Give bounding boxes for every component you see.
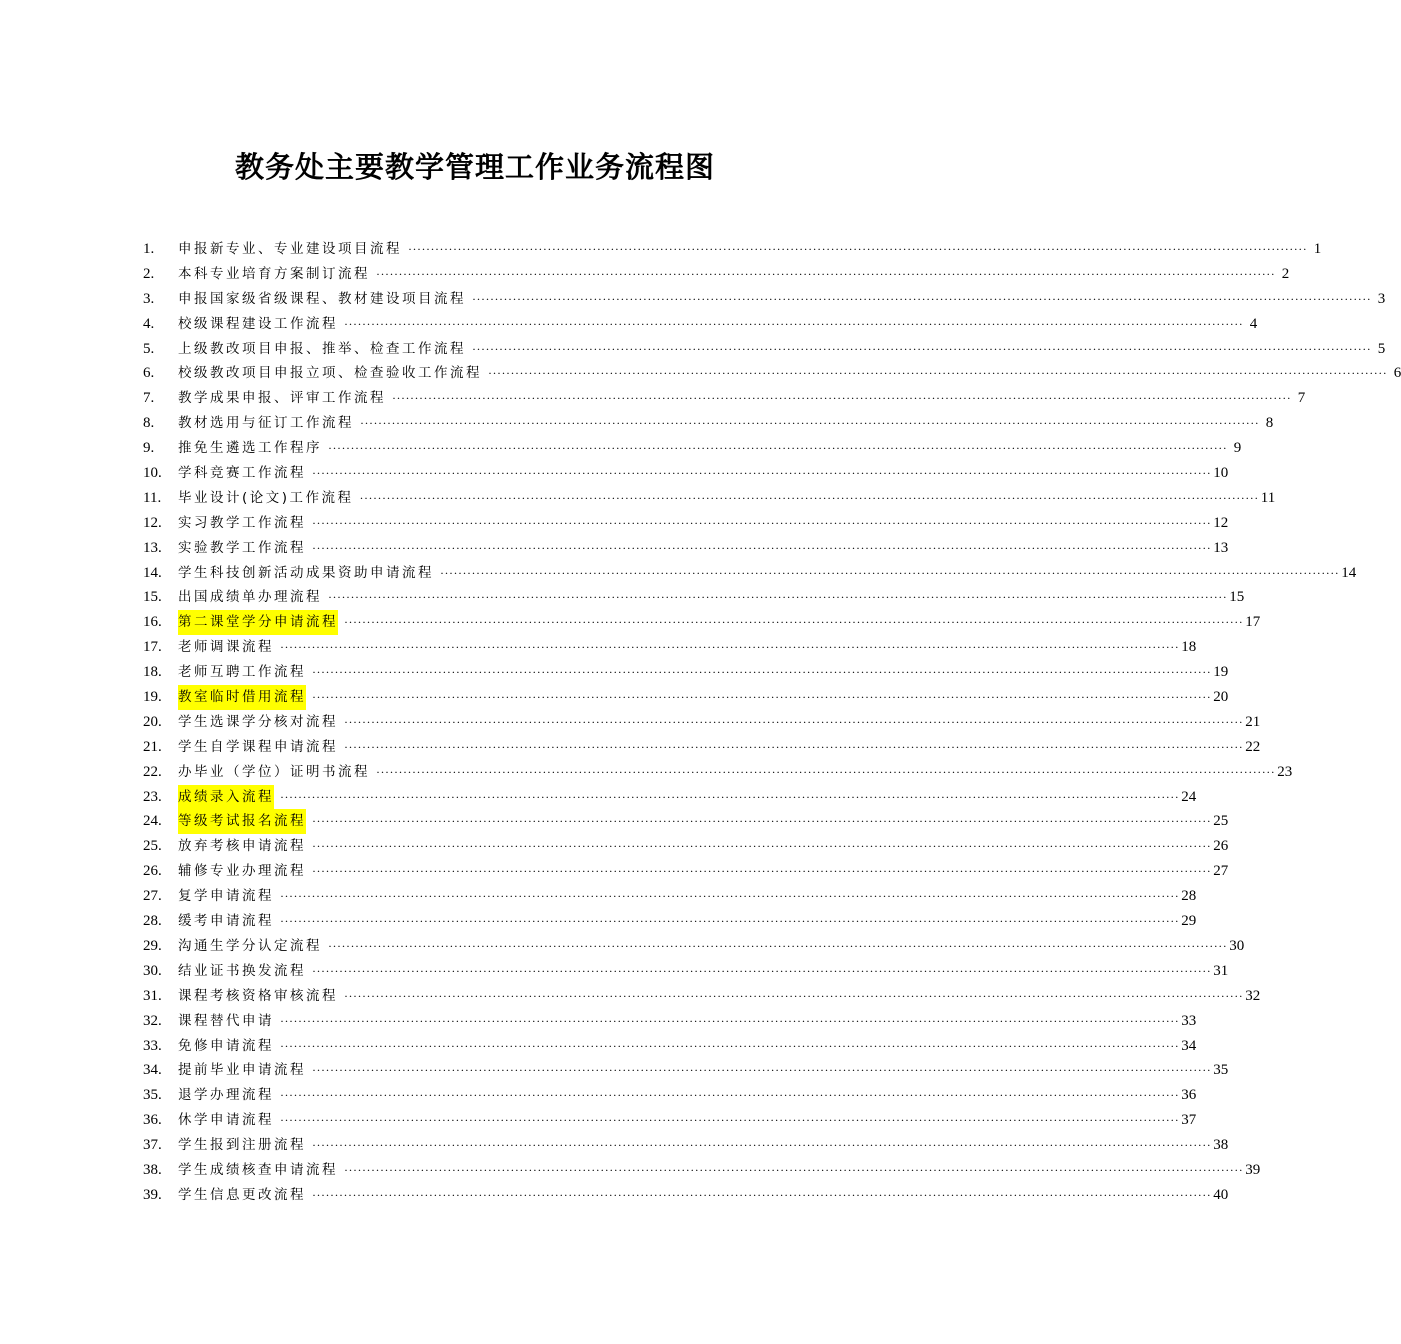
toc-entry-number: 37. xyxy=(143,1137,162,1154)
toc-dot-leader: ········································································································································································································ xyxy=(280,1088,1180,1103)
toc-entry-page-number: 15 xyxy=(1229,589,1245,606)
toc-entry-page-number: 39 xyxy=(1245,1161,1261,1178)
toc-entry[interactable] xyxy=(143,1158,1261,1183)
toc-entry[interactable] xyxy=(143,1034,1197,1059)
toc-entry-label[interactable]: 学生科技创新活动成果资助申请流程 xyxy=(178,564,434,581)
toc-entry[interactable] xyxy=(143,1083,1197,1108)
toc-dot-leader: ········································································································································································································ xyxy=(280,1038,1180,1053)
toc-entry-number: 1. xyxy=(143,241,155,257)
toc-dot-leader: ········································································································································································································ xyxy=(312,515,1212,530)
toc-entry-page-number: 8 xyxy=(1265,415,1274,432)
toc-entry-label[interactable]: 校级教改项目申报立项、检查验收工作流程 xyxy=(178,365,482,382)
toc-dot-leader: ········································································································································································································ xyxy=(488,366,1388,381)
toc-dot-leader: ········································································································································································································ xyxy=(312,839,1212,854)
toc-entry[interactable] xyxy=(143,561,1357,586)
toc-entry-number: 28. xyxy=(143,913,162,930)
toc-entry-page-number: 24 xyxy=(1181,788,1197,805)
toc-dot-leader: ········································································································································································································ xyxy=(280,640,1180,655)
toc-entry-label[interactable]: 免修申请流程 xyxy=(178,1037,274,1054)
table-of-contents xyxy=(143,237,1401,1208)
toc-entry-number: 8. xyxy=(143,415,155,432)
toc-entry-page-number: 38 xyxy=(1213,1137,1229,1154)
toc-entry-label[interactable]: 校级课程建设工作流程 xyxy=(178,315,338,332)
toc-entry-number: 26. xyxy=(143,863,162,880)
toc-entry-label[interactable]: 本科专业培育方案制订流程 xyxy=(178,265,370,282)
toc-entry[interactable] xyxy=(143,386,1306,411)
toc-dot-leader: ········································································································································································································ xyxy=(376,764,1276,779)
toc-dot-leader: ········································································································································································································ xyxy=(280,1013,1180,1028)
toc-entry-label[interactable]: 提前毕业申请流程 xyxy=(178,1062,306,1079)
toc-entry-label[interactable]: 申报新专业、专业建设项目流程 xyxy=(178,241,402,257)
toc-entry-page-number: 26 xyxy=(1213,838,1229,855)
toc-dot-leader: ········································································································································································································ xyxy=(312,466,1212,481)
toc-entry-number: 22. xyxy=(143,763,162,780)
toc-entry[interactable] xyxy=(143,262,1290,287)
toc-entry-number: 36. xyxy=(143,1112,162,1129)
toc-entry-label[interactable]: 学生信息更改流程 xyxy=(178,1186,306,1203)
toc-entry-label[interactable]: 课程替代申请 xyxy=(178,1012,274,1029)
toc-entry-number: 7. xyxy=(143,390,155,407)
toc-entry[interactable] xyxy=(143,361,1401,386)
toc-dot-leader: ········································································································································································································ xyxy=(312,1187,1212,1202)
toc-entry-page-number: 12 xyxy=(1213,514,1229,531)
toc-dot-leader: ········································································································································································································ xyxy=(344,739,1244,754)
toc-entry-page-number: 35 xyxy=(1213,1062,1229,1079)
toc-entry-number: 6. xyxy=(143,365,155,382)
toc-entry-label[interactable]: 学生选课学分核对流程 xyxy=(178,713,338,730)
toc-dot-leader: ········································································································································································································ xyxy=(280,1113,1180,1128)
toc-dot-leader: ········································································································································································································ xyxy=(312,864,1212,879)
toc-entry-number: 33. xyxy=(143,1037,162,1054)
toc-dot-leader: ········································································································································································································ xyxy=(472,291,1372,306)
toc-entry-label[interactable]: 放弃考核申请流程 xyxy=(178,838,306,855)
toc-entry-label[interactable]: 休学申请流程 xyxy=(178,1112,274,1129)
toc-entry-number: 9. xyxy=(143,440,155,457)
toc-dot-leader: ········································································································································································································ xyxy=(360,416,1260,431)
toc-entry-page-number: 17 xyxy=(1245,614,1261,631)
toc-entry-label[interactable]: 推免生遴选工作程序 xyxy=(178,440,322,457)
toc-entry-label[interactable]: 辅修专业办理流程 xyxy=(178,863,306,880)
toc-dot-leader: ········································································································································································································ xyxy=(312,665,1212,680)
toc-entry-number: 31. xyxy=(143,987,162,1004)
toc-entry-number: 38. xyxy=(143,1161,162,1178)
toc-entry-page-number: 10 xyxy=(1213,465,1229,482)
toc-entry-label[interactable]: 退学办理流程 xyxy=(178,1087,274,1104)
toc-entry[interactable] xyxy=(143,312,1258,337)
page-title: 教务处主要教学管理工作业务流程图 xyxy=(234,150,715,185)
toc-entry-number: 24. xyxy=(143,813,162,830)
toc-entry-page-number: 13 xyxy=(1213,539,1229,556)
toc-entry-page-number: 34 xyxy=(1181,1037,1197,1054)
toc-entry-label[interactable]: 学生自学课程申请流程 xyxy=(178,738,338,755)
toc-entry-page-number: 36 xyxy=(1181,1087,1197,1104)
toc-entry-number: 17. xyxy=(143,639,162,656)
toc-entry-page-number: 5 xyxy=(1377,340,1386,357)
toc-entry-number: 14. xyxy=(143,564,162,581)
toc-entry-page-number: 3 xyxy=(1377,290,1386,307)
toc-entry[interactable] xyxy=(143,585,1245,610)
toc-entry-label[interactable]: 老师互聘工作流程 xyxy=(178,664,306,681)
toc-dot-leader: ········································································································································································································ xyxy=(408,242,1308,256)
toc-entry-page-number: 28 xyxy=(1181,888,1197,905)
toc-entry-number: 18. xyxy=(143,664,162,681)
toc-entry-label-highlighted[interactable]: 第二课堂学分申请流程 xyxy=(178,610,338,635)
toc-entry-number: 12. xyxy=(143,514,162,531)
toc-entry-page-number: 37 xyxy=(1181,1112,1197,1129)
toc-dot-leader: ········································································································································································································ xyxy=(312,963,1212,978)
toc-entry-label[interactable]: 学生成绩核查申请流程 xyxy=(178,1161,338,1178)
toc-entry-page-number: 7 xyxy=(1297,390,1306,407)
toc-entry[interactable] xyxy=(143,1183,1229,1208)
toc-entry-label-highlighted[interactable]: 等级考试报名流程 xyxy=(178,809,306,834)
toc-dot-leader: ········································································································································································································ xyxy=(312,690,1212,705)
toc-entry[interactable] xyxy=(143,934,1245,959)
toc-entry-page-number: 33 xyxy=(1181,1012,1197,1029)
toc-entry-number: 29. xyxy=(143,937,162,954)
toc-dot-leader: ········································································································································································································ xyxy=(280,889,1180,904)
toc-dot-leader: ········································································································································································································ xyxy=(376,266,1276,281)
toc-entry-number: 35. xyxy=(143,1087,162,1104)
toc-entry-page-number: 29 xyxy=(1181,913,1197,930)
toc-entry-number: 11. xyxy=(143,489,162,506)
toc-entry-page-number: 1 xyxy=(1313,241,1322,257)
toc-entry-number: 20. xyxy=(143,713,162,730)
toc-entry-label[interactable]: 教学成果申报、评审工作流程 xyxy=(178,390,386,407)
toc-dot-leader: ········································································································································································································ xyxy=(344,316,1244,331)
toc-entry[interactable] xyxy=(143,710,1261,735)
toc-entry-number: 16. xyxy=(143,614,162,631)
toc-entry[interactable] xyxy=(143,909,1197,934)
toc-entry-number: 23. xyxy=(143,788,162,805)
toc-entry-number: 19. xyxy=(143,689,162,706)
toc-entry[interactable] xyxy=(143,536,1229,561)
toc-dot-leader: ········································································································································································································ xyxy=(392,391,1292,406)
toc-entry-page-number: 6 xyxy=(1393,365,1401,382)
toc-entry-page-number: 40 xyxy=(1213,1186,1229,1203)
toc-dot-leader: ········································································································································································································ xyxy=(344,615,1244,630)
toc-entry-number: 2. xyxy=(143,265,155,282)
toc-entry-page-number: 30 xyxy=(1229,937,1245,954)
toc-entry-page-number: 18 xyxy=(1181,639,1197,656)
toc-entry[interactable] xyxy=(143,337,1386,362)
toc-entry-number: 30. xyxy=(143,962,162,979)
toc-entry-label-highlighted[interactable]: 教室临时借用流程 xyxy=(178,685,306,710)
toc-entry[interactable] xyxy=(143,511,1229,536)
toc-entry-page-number: 25 xyxy=(1213,813,1229,830)
toc-dot-leader: ········································································································································································································ xyxy=(440,565,1340,580)
toc-dot-leader: ········································································································································································································ xyxy=(312,1063,1212,1078)
toc-entry-label[interactable]: 沟通生学分认定流程 xyxy=(178,937,322,954)
toc-dot-leader: ········································································································································································································ xyxy=(328,938,1228,953)
toc-entry-number: 10. xyxy=(143,465,162,482)
toc-entry-label[interactable]: 办毕业（学位）证明书流程 xyxy=(178,763,370,780)
toc-entry-label[interactable]: 老师调课流程 xyxy=(178,639,274,656)
toc-entry-page-number: 19 xyxy=(1213,664,1229,681)
toc-dot-leader: ········································································································································································································ xyxy=(280,789,1180,804)
toc-entry-page-number: 21 xyxy=(1245,713,1261,730)
toc-entry[interactable] xyxy=(143,735,1261,760)
toc-dot-leader: ········································································································································································································ xyxy=(312,814,1212,829)
toc-entry-label[interactable]: 毕业设计(论文)工作流程 xyxy=(178,489,354,506)
toc-dot-leader: ········································································································································································································ xyxy=(359,490,1259,505)
toc-entry-number: 25. xyxy=(143,838,162,855)
toc-entry[interactable] xyxy=(143,1133,1229,1158)
toc-entry-number: 32. xyxy=(143,1012,162,1029)
toc-dot-leader: ········································································································································································································ xyxy=(312,540,1212,555)
toc-entry[interactable] xyxy=(143,984,1261,1009)
toc-entry-number: 21. xyxy=(143,738,162,755)
toc-entry-number: 5. xyxy=(143,340,155,357)
toc-entry-number: 27. xyxy=(143,888,162,905)
toc-entry[interactable] xyxy=(143,785,1197,810)
toc-entry[interactable] xyxy=(143,660,1229,685)
toc-dot-leader: ········································································································································································································ xyxy=(344,988,1244,1003)
toc-entry[interactable] xyxy=(143,859,1229,884)
toc-entry[interactable] xyxy=(143,461,1229,486)
toc-dot-leader: ········································································································································································································ xyxy=(328,441,1228,456)
toc-entry-page-number: 20 xyxy=(1213,689,1229,706)
toc-entry[interactable] xyxy=(143,1058,1229,1083)
toc-entry-page-number: 11 xyxy=(1260,489,1276,506)
toc-dot-leader: ········································································································································································································ xyxy=(328,590,1228,605)
toc-entry[interactable] xyxy=(143,760,1293,785)
toc-dot-leader: ········································································································································································································ xyxy=(344,1162,1244,1177)
toc-entry-label-highlighted[interactable]: 成绩录入流程 xyxy=(178,785,274,810)
toc-entry[interactable] xyxy=(143,436,1242,461)
toc-entry-label[interactable]: 实习教学工作流程 xyxy=(178,514,306,531)
toc-entry[interactable] xyxy=(143,1108,1197,1133)
toc-entry-label[interactable]: 复学申请流程 xyxy=(178,888,274,905)
toc-entry-number: 4. xyxy=(143,315,155,332)
toc-entry[interactable] xyxy=(143,685,1229,710)
toc-entry[interactable] xyxy=(143,610,1261,635)
toc-entry-label[interactable]: 学科竞赛工作流程 xyxy=(178,465,306,482)
toc-entry-label[interactable]: 出国成绩单办理流程 xyxy=(178,589,322,606)
toc-entry-page-number: 27 xyxy=(1213,863,1229,880)
toc-entry[interactable] xyxy=(143,411,1274,436)
toc-dot-leader: ········································································································································································································ xyxy=(312,1138,1212,1153)
toc-entry-number: 13. xyxy=(143,539,162,556)
toc-entry[interactable] xyxy=(143,809,1229,834)
toc-entry[interactable] xyxy=(143,884,1197,909)
toc-entry-page-number: 22 xyxy=(1245,738,1261,755)
toc-entry-label[interactable]: 申报国家级省级课程、教材建设项目流程 xyxy=(178,290,466,307)
toc-dot-leader: ········································································································································································································ xyxy=(472,341,1372,356)
toc-entry-number: 34. xyxy=(143,1062,162,1079)
toc-entry-label[interactable]: 结业证书换发流程 xyxy=(178,962,306,979)
toc-entry-label[interactable]: 课程考核资格审核流程 xyxy=(178,987,338,1004)
toc-entry[interactable] xyxy=(143,486,1276,511)
toc-entry[interactable] xyxy=(143,635,1197,660)
toc-entry[interactable] xyxy=(143,959,1229,984)
toc-entry-page-number: 32 xyxy=(1245,987,1261,1004)
toc-entry-page-number: 2 xyxy=(1281,265,1290,282)
toc-entry-label[interactable]: 上级教改项目申报、推举、检查工作流程 xyxy=(178,340,466,357)
toc-entry-label[interactable]: 缓考申请流程 xyxy=(178,913,274,930)
toc-dot-leader: ········································································································································································································ xyxy=(280,914,1180,929)
toc-entry-page-number: 14 xyxy=(1341,564,1357,581)
toc-entry-number: 39. xyxy=(143,1186,162,1203)
toc-entry-page-number: 31 xyxy=(1213,962,1229,979)
toc-dot-leader: ········································································································································································································ xyxy=(344,714,1244,729)
toc-entry[interactable] xyxy=(143,287,1386,312)
toc-entry-label[interactable]: 学生报到注册流程 xyxy=(178,1137,306,1154)
toc-entry-label[interactable]: 教材选用与征订工作流程 xyxy=(178,415,354,432)
toc-entry-page-number: 9 xyxy=(1233,440,1242,457)
toc-entry[interactable] xyxy=(143,834,1229,859)
toc-entry-page-number: 23 xyxy=(1277,763,1293,780)
toc-entry-number: 3. xyxy=(143,290,155,307)
toc-entry-page-number: 4 xyxy=(1249,315,1258,332)
toc-entry-number: 15. xyxy=(143,589,162,606)
toc-entry-label[interactable]: 实验教学工作流程 xyxy=(178,539,306,556)
toc-entry[interactable] xyxy=(143,237,1322,262)
toc-entry[interactable] xyxy=(143,1009,1197,1034)
